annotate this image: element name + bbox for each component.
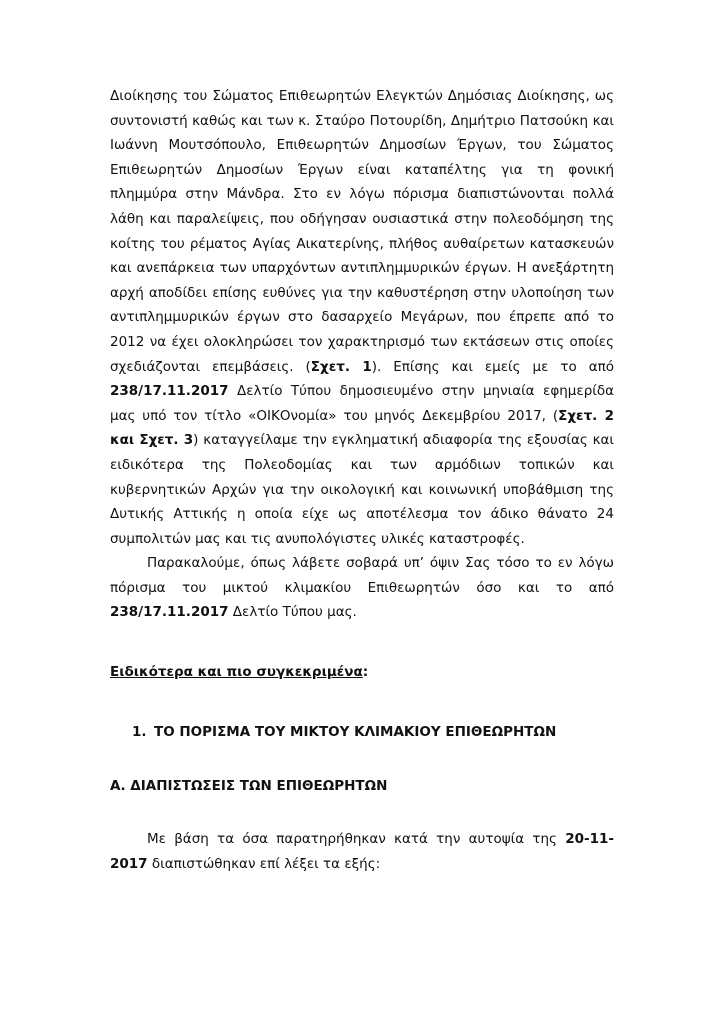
paragraph-1-text-c: Δελτίο Τύπου δημοσιευμένο στην μηνιαία εφημερίδα μας υπό τον τίτλο «ΟΙΚΟνομία» του μηνός Δεκεμβρίου 2017, (	[110, 383, 614, 424]
heading-2	[110, 778, 387, 794]
heading-1-text: ΤΟ ΠΟΡΙΣΜΑ ΤΟΥ ΜΙΚΤΟΥ ΚΛΙΜΑΚΙΟΥ ΕΠΙΘΕΩΡΗΤΩΝ	[154, 724, 557, 740]
heading-1-number: 1.	[132, 724, 147, 740]
heading-2-text: Α. ΔΙΑΠΙΣΤΩΣΕΙΣ ΤΩΝ ΕΠΙΘΕΩΡΗΤΩΝ	[110, 778, 388, 794]
paragraph-3-text-a: Με βάση τα όσα παρατηρήθηκαν κατά την αυτοψία της	[147, 831, 566, 847]
paragraph-3-text-b: διαπιστώθηκαν επί λέξει τα εξής:	[147, 855, 381, 872]
press-release-number-2: 238/17.11.2017	[110, 604, 229, 621]
paragraph-1-text-b: ). Επίσης και εμείς με το από	[371, 358, 614, 375]
paragraph-1-text-d: ) καταγγείλαμε την εγκληματική αδιαφορία της εξουσίας και ειδικότερα της Πολεοδομίας και των αρμόδιων τοπικών και κυβερνητικών Αρχών για την οικολογική και κοινωνική υποβάθμιση της Δυτικής Αττικής η οποία είχε ως αποτέλεσμα τον άδικο θάνατο 24 συμπολιτών μας και τις ανυπολόγιστες υλικές καταστροφές.	[110, 432, 615, 547]
paragraph-3	[110, 827, 614, 876]
inspection-date: 20-11-2017	[110, 831, 614, 872]
paragraph-2-text-a: Παρακαλούμε, όπως λάβετε σοβαρά υπ’ όψιν Σας τόσο το εν λόγω πόρισμα του μικτού κλιμακίου Επιθεωρητών όσο και το από	[110, 555, 614, 596]
heading-1	[132, 724, 556, 740]
paragraph-1-text-a: Διοίκησης του Σώματος Επιθεωρητών Ελεγκτών Δημόσιας Διοίκησης, ως συντονιστή καθώς και των κ. Σταύρο Ποτουρίδη, Δημήτριο Πατσούκη και Ιωάννη Μουτσόπουλο, Επιθεωρητών Δημοσίων Έργων, του Σώματος Επιθεωρητών Δημοσίων Έργων είναι καταπέλτης για τη φονική πλημμύρα στην Μάνδρα. Στο εν λόγω πόρισμα διαπιστώνονται πολλά λάθη και παραλείψεις, που οδήγησαν ουσιαστικά στην πολεοδόμηση της κοίτης του ρέματος Αγίας Αικατερίνης, πλήθος αυθαίρετων κατασκευών και ανεπάρκεια των υπαρχόντων αντιπλημμυρικών έργων. Η ανεξάρτητη αρχή αποδίδει επίσης ευθύνες για την καθυστέρηση στην υλοποίηση των αντιπλημμυρικών έργων στο δασαρχείο Μεγάρων, που έπρεπε από το 2012 να έχει ολοκληρώσει τον χαρακτηρισμό των εκτάσεων στις οποίες σχεδιάζονται επεμβάσεις. (	[110, 88, 614, 375]
document-body	[110, 84, 614, 625]
section-heading	[110, 664, 368, 680]
reference-2-3: Σχετ. 2 και Σχετ. 3	[110, 407, 614, 449]
reference-1: Σχετ. 1	[310, 358, 372, 375]
paragraph-2-text-b: Δελτίο Τύπου μας.	[228, 604, 357, 621]
section-heading-colon: :	[362, 664, 369, 680]
paragraph-1	[110, 84, 614, 551]
press-release-number: 238/17.11.2017	[110, 383, 229, 400]
section-heading-text: Ειδικότερα και πιο συγκεκριμένα	[110, 664, 363, 680]
paragraph-2	[110, 551, 614, 625]
